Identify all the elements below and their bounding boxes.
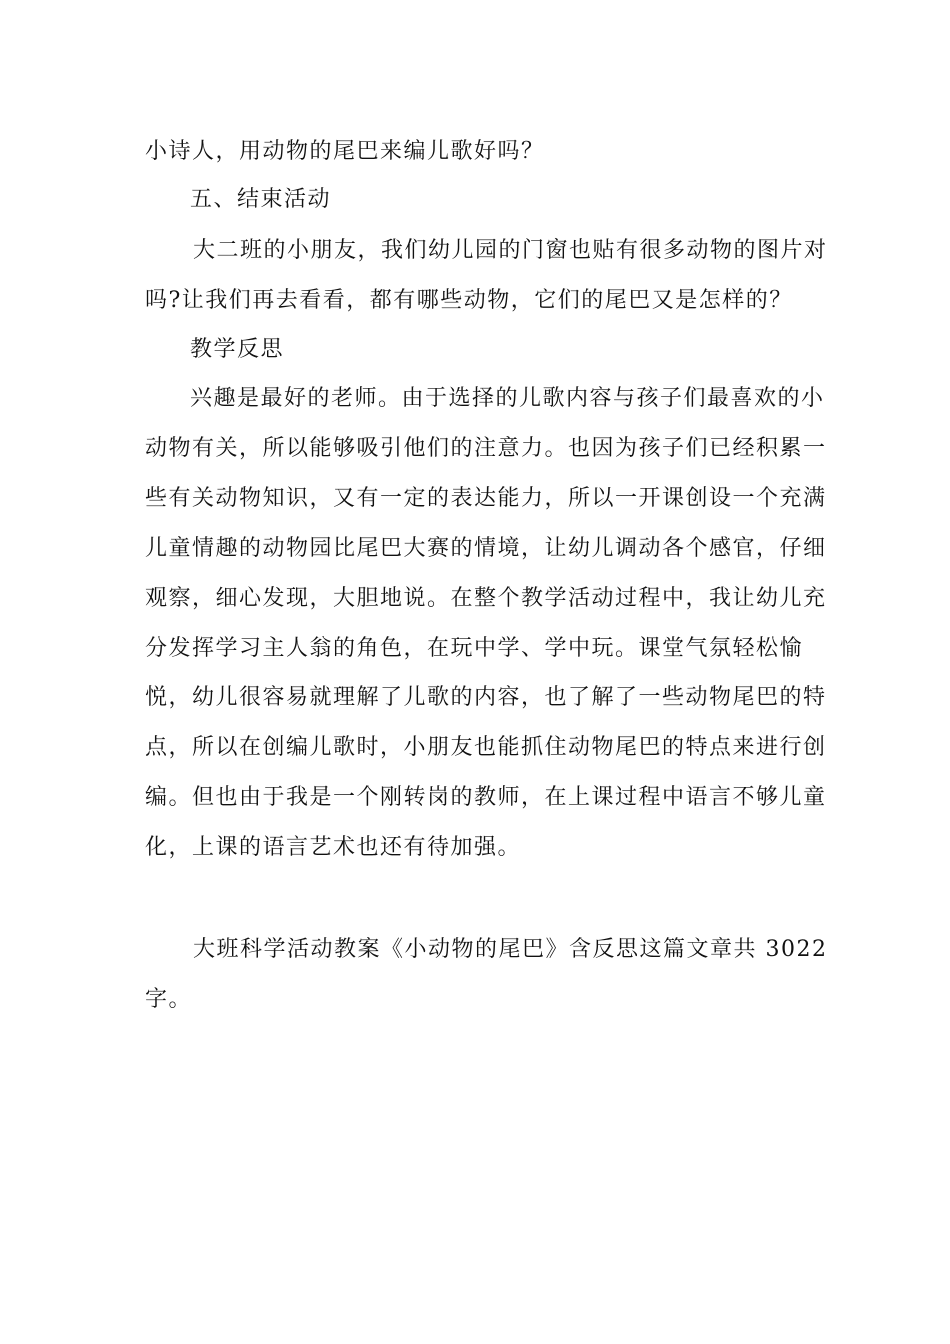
text-line: 些有关动物知识，又有一定的表达能力，所以一开课创设一个充满 xyxy=(145,486,827,511)
text-line: 悦，幼儿很容易就理解了儿歌的内容，也了解了一些动物尾巴的特 xyxy=(145,685,827,710)
text-line: 编。但也由于我是一个刚转岗的教师，在上课过程中语言不够儿童 xyxy=(145,785,827,810)
text-line: 观察，细心发现，大胆地说。在整个教学活动过程中，我让幼儿充 xyxy=(145,586,827,611)
text-line: 兴趣是最好的老师。由于选择的儿歌内容与孩子们最喜欢的小 xyxy=(190,386,825,411)
text-line: 点，所以在创编儿歌时，小朋友也能抓住动物尾巴的特点来进行创 xyxy=(145,735,827,760)
section-heading: 教学反思 xyxy=(190,337,285,362)
text-line: 分发挥学习主人翁的角色，在玩中学、学中玩。课堂气氛轻松愉 xyxy=(145,636,804,661)
text-line: 动物有关，所以能够吸引他们的注意力。也因为孩子们已经积累一 xyxy=(145,436,827,461)
text-line: 儿童情趣的动物园比尾巴大赛的情境，让幼儿调动各个感官，仔细 xyxy=(145,536,827,561)
text-line: 小诗人，用动物的尾巴来编儿歌好吗？ xyxy=(145,139,545,164)
text-line: 化，上课的语言艺术也还有待加强。 xyxy=(145,835,522,860)
footer-summary-line: 字。 xyxy=(145,987,193,1012)
text-line: 大二班的小朋友，我们幼儿园的门窗也贴有很多动物的图片对 xyxy=(193,238,828,263)
footer-summary-line: 大班科学活动教案《小动物的尾巴》含反思这篇文章共 3022 xyxy=(193,937,828,962)
text-line: 吗?让我们再去看看，都有哪些动物，它们的尾巴又是怎样的？ xyxy=(145,288,793,313)
section-heading: 五、结束活动 xyxy=(190,187,332,212)
